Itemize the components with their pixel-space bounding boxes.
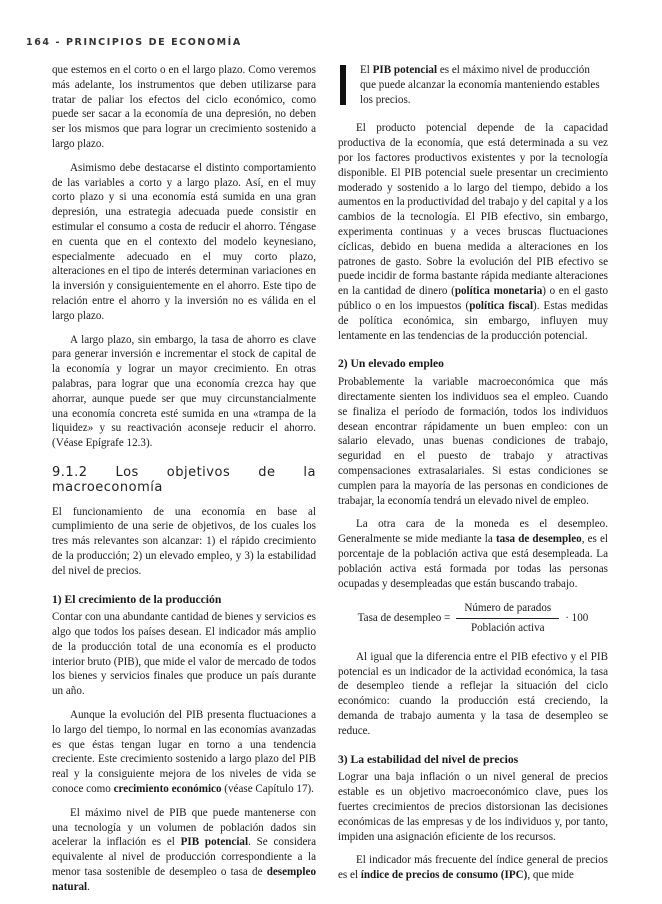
definition-callout xyxy=(338,63,608,107)
paragraph xyxy=(338,853,608,883)
text-run: es el máximo nivel de producción que puede alcanzar la economía manteniendo estables los precios. xyxy=(360,64,600,106)
subsection-heading: 3) La estabilidad del nivel de precios xyxy=(338,752,519,766)
bold-term: PIB potencial xyxy=(180,836,249,849)
paragraph xyxy=(338,121,608,343)
text-run: El producto potencial depende de la capacidad productiva de la economía, que está determinada a su vez por los factores productivos existentes y por la tecnología disponible. El PIB potencial suele presentar un crecimiento moderado y sostenido a lo largo del tiempo, debido a los aumentos en la productividad del trabajo y del capital y a los cambios de la tecnología. El PIB efectivo, sin embargo, experimenta continuas y a veces bruscas fluctuaciones cíclicas, debido en buena medida a alteraciones en los patrones de gasto. Sobre la evolución del PIB efectivo se puede incidir de forma bastante rápida mediante alteraciones en la cantidad de dinero ( xyxy=(338,122,608,298)
paragraph: El funcionamiento de una economía en base al cumplimiento de una serie de objetivos, de los cuales los tres más relevantes son alcanzar: 1) el rápido crecimiento de la producción; 2) un elevado empleo, y 3) la estabilidad del nivel de precios. xyxy=(52,505,316,577)
formula-numerator: Número de parados xyxy=(456,601,559,619)
text-run: . Se considera equivalente al nivel de producción correspondiente a la menor tasa sostenible de desempleo o tasa de xyxy=(52,836,317,879)
text-run: (véase Capítulo 17). xyxy=(221,783,314,796)
subsection-heading: 1) El crecimiento de la producción xyxy=(52,592,222,606)
bold-term: política fiscal xyxy=(469,299,534,312)
text-run: El indicador más frecuente del índice general de precios es el xyxy=(338,854,608,882)
paragraph: Lograr una baja inflación o un nivel general de precios estable es un objetivo macroeconómico clave, pues los fuertes crecimientos de precios distorsionan las decisiones económicas de las empresas y de los individuos y, por tanto, impiden una asignación eficiente de los recursos. xyxy=(338,771,608,843)
text-run: ). Estas medidas de política económica, sin embargo, influyen muy lentamente en las tendencias de la producción potencial. xyxy=(338,299,608,342)
right-column xyxy=(338,63,608,892)
text-run: ) o en el gasto público o en los impuestos ( xyxy=(338,285,608,312)
subsection-heading: 2) Un elevado empleo xyxy=(338,357,444,371)
paragraph: A largo plazo, sin embargo, la tasa de ahorro es clave para generar inversión e incrementar el stock de capital de la economía y lograr un mayor crecimiento. En otras palabras, para lograr que una economía crezca hay que ahorrar, aunque puede ser que muy circunstancialmente una economía concreta esté sumida en una «trampa de la liquidez» y su reactivación aconseje reducir el ahorro. (Véase Epígrafe 12.3). xyxy=(52,333,316,450)
paragraph: Contar con una abundante cantidad de bienes y servicios es algo que todos los países desean. El indicador más amplio de la producción total de una economía es el producto interior bruto (PIB), que mide el valor de mercado de todos los bienes y servicios finales que produce un país durante un año. xyxy=(52,611,316,698)
bold-term: PIB potencial xyxy=(372,64,438,76)
unemployment-rate-formula xyxy=(338,601,608,636)
bold-term: tasa de desempleo xyxy=(495,533,582,546)
left-column xyxy=(52,63,316,904)
formula-denominator: Población activa xyxy=(470,622,545,635)
text-run: La otra cara de la moneda es el desempleo. Generalmente se mide mediante la xyxy=(338,518,608,546)
text-run: Aunque la evolución del PIB presenta fluctuaciones a lo largo del tiempo, lo normal en las economías avanzadas es que éstas tengan lugar en torno a una tendencia creciente. Este crecimiento sostenido a largo plazo del PIB real y la consiguiente mejora de los niveles de vida se conoce como xyxy=(52,709,316,796)
paragraph: Asimismo debe destacarse el distinto comportamiento de las variables a corto y a largo plazo. Así, en el muy corto plazo y si una economía está sumida en una gran depresión, una estrategia adecuada puede consistir en estimular el consumo a costa de reducir el ahorro. Téngase en cuenta que en el contexto del modelo keynesiano, especialmente adecuado en el muy corto plazo, alteraciones en el tipo de interés determinan variaciones en la inversión y consiguientemente en el ahorro. Este tipo de relación entre el ahorro y la inversión no es válida en el largo plazo. xyxy=(52,161,316,322)
text-run: El xyxy=(360,64,373,76)
paragraph xyxy=(52,806,316,895)
bold-term: desempleo natural xyxy=(52,866,316,893)
formula-fraction xyxy=(456,601,559,636)
paragraph: Probablemente la variable macroeconómica que más directamente sienten los individuos sea el empleo. Cuando se finaliza el período de formación, todos los individuos desean encontrar rápidamente un buen empleo: con un salario elevado, unas buenas condiciones de trabajo, seguridad en el puesto de trabajo y atractivas compensaciones extrasalariales. Si estas condiciones se cumplen para la mayoría de las personas en condiciones de trabajar, la economía tendrá un elevado nivel de empleo. xyxy=(338,376,608,507)
bold-term: política monetaria xyxy=(454,285,543,298)
paragraph xyxy=(52,708,316,797)
section-title: 9.1.2 Los objetivos de la macroeconomía xyxy=(52,464,316,495)
paragraph: que estemos en el corto o en el largo plazo. Como veremos más adelante, los instrumentos que deben utilizarse para tratar de paliar los efectos del ciclo económico, como puede ser sacar a la economía de una depresión, no deben ser los mismos que para lograr un crecimiento sostenido a largo plazo. xyxy=(52,64,316,150)
formula-lhs: Tasa de desempleo = xyxy=(357,612,451,625)
running-head: 164 - PRINCIPIOS DE ECONOMÍA xyxy=(26,37,242,48)
paragraph: Al igual que la diferencia entre el PIB efectivo y el PIB potencial es un indicador de la actividad económica, la tasa de desempleo tiende a reflejar la situación del ciclo económico: cuando la producción está creciendo, la demanda de trabajo aumenta y la tasa de desempleo se reduce. xyxy=(338,650,608,737)
text-run: El máximo nivel de PIB que puede mantenerse con una tecnología y un volumen de población dados sin acelerar la inflación es el xyxy=(52,806,316,849)
paragraph xyxy=(338,517,608,591)
formula-rhs: · 100 xyxy=(565,612,589,625)
bold-term: crecimiento económico xyxy=(113,783,222,796)
text-run: , es el porcentaje de la población activa que está desempleada. La población activa está formada por todas las personas ocupadas y desempleadas que están buscando trabajo. xyxy=(338,533,608,590)
bold-term: índice de precios de consumo (IPC) xyxy=(360,869,528,882)
text-run: , que mide xyxy=(527,869,574,882)
text-run: . xyxy=(87,880,90,893)
callout-bar xyxy=(340,65,346,105)
